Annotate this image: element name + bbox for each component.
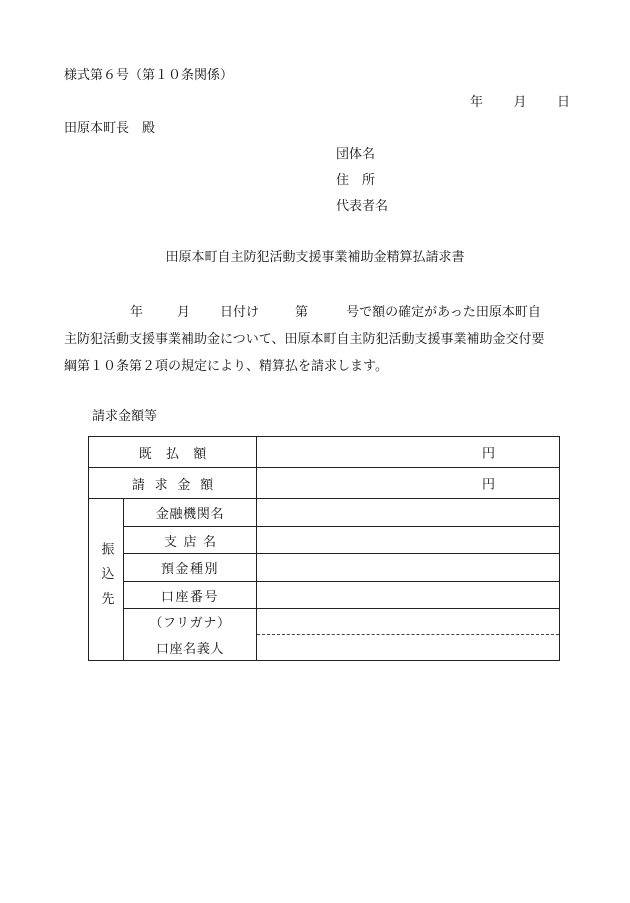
document-title: 田原本町自主防犯活動支援事業補助金精算払請求書: [165, 250, 465, 265]
paid-yen-unit: 円: [482, 446, 496, 462]
deposit-type-label: 預金種別: [124, 554, 257, 582]
body-line-1: [64, 299, 574, 326]
body-dai: 第: [295, 305, 309, 320]
form-number: 様式第６号（第１０条関係）: [64, 68, 234, 83]
furigana-row: [89, 609, 560, 635]
paid-amount-value[interactable]: [257, 437, 560, 468]
address-label: 住 所: [336, 173, 376, 188]
date-day: 日: [556, 95, 570, 110]
account-number-row: [89, 582, 560, 609]
transfer-destination-label: 振込先: [89, 499, 124, 661]
account-holder-label: 口座名義人: [124, 635, 257, 661]
body-year: 年: [130, 305, 144, 320]
request-amount-label: 請求金額: [89, 468, 257, 499]
request-amount-value[interactable]: [257, 468, 560, 499]
bank-name-value[interactable]: [257, 499, 560, 527]
branch-name-label: 支店名: [124, 527, 257, 554]
account-number-value[interactable]: [257, 582, 560, 609]
body-line-2: 主防犯活動支援事業補助金について、田原本町自主防犯活動支援事業補助金交付要: [64, 332, 545, 347]
date-line: [470, 96, 570, 109]
body-month: 月: [177, 305, 191, 320]
account-number-label: 口座番号: [124, 582, 257, 609]
org-name-label: 団体名: [336, 147, 376, 162]
branch-name-value[interactable]: [257, 527, 560, 554]
furigana-label: （フリガナ）: [124, 609, 257, 635]
paid-amount-label: 既払額: [89, 437, 257, 468]
date-month: 月: [513, 95, 527, 110]
account-holder-row: [89, 635, 560, 661]
addressee: 田原本町長 殿: [64, 121, 156, 136]
branch-row: [89, 527, 560, 554]
bank-name-label: 金融機関名: [124, 499, 257, 527]
request-yen-unit: 円: [482, 477, 496, 493]
furigana-value[interactable]: [257, 609, 560, 635]
bank-row: [89, 499, 560, 527]
body-line-3: 綱第１０条第２項の規定により、精算払を請求します。: [64, 359, 388, 374]
deposit-type-value[interactable]: [257, 554, 560, 582]
body-line-1-tail: 号で額の確定があった田原本町自: [346, 305, 541, 320]
body-dated: 日付け: [220, 305, 260, 320]
body-text: [64, 299, 574, 380]
date-year: 年: [470, 95, 484, 110]
applicant-block: [336, 148, 388, 226]
request-amount-table: [88, 436, 560, 661]
paid-amount-row: [89, 437, 560, 468]
representative-label: 代表者名: [336, 199, 389, 214]
deposit-type-row: [89, 554, 560, 582]
request-amount-row: [89, 468, 560, 499]
section-label: 請求金額等: [92, 409, 158, 424]
account-holder-value[interactable]: [257, 635, 560, 661]
